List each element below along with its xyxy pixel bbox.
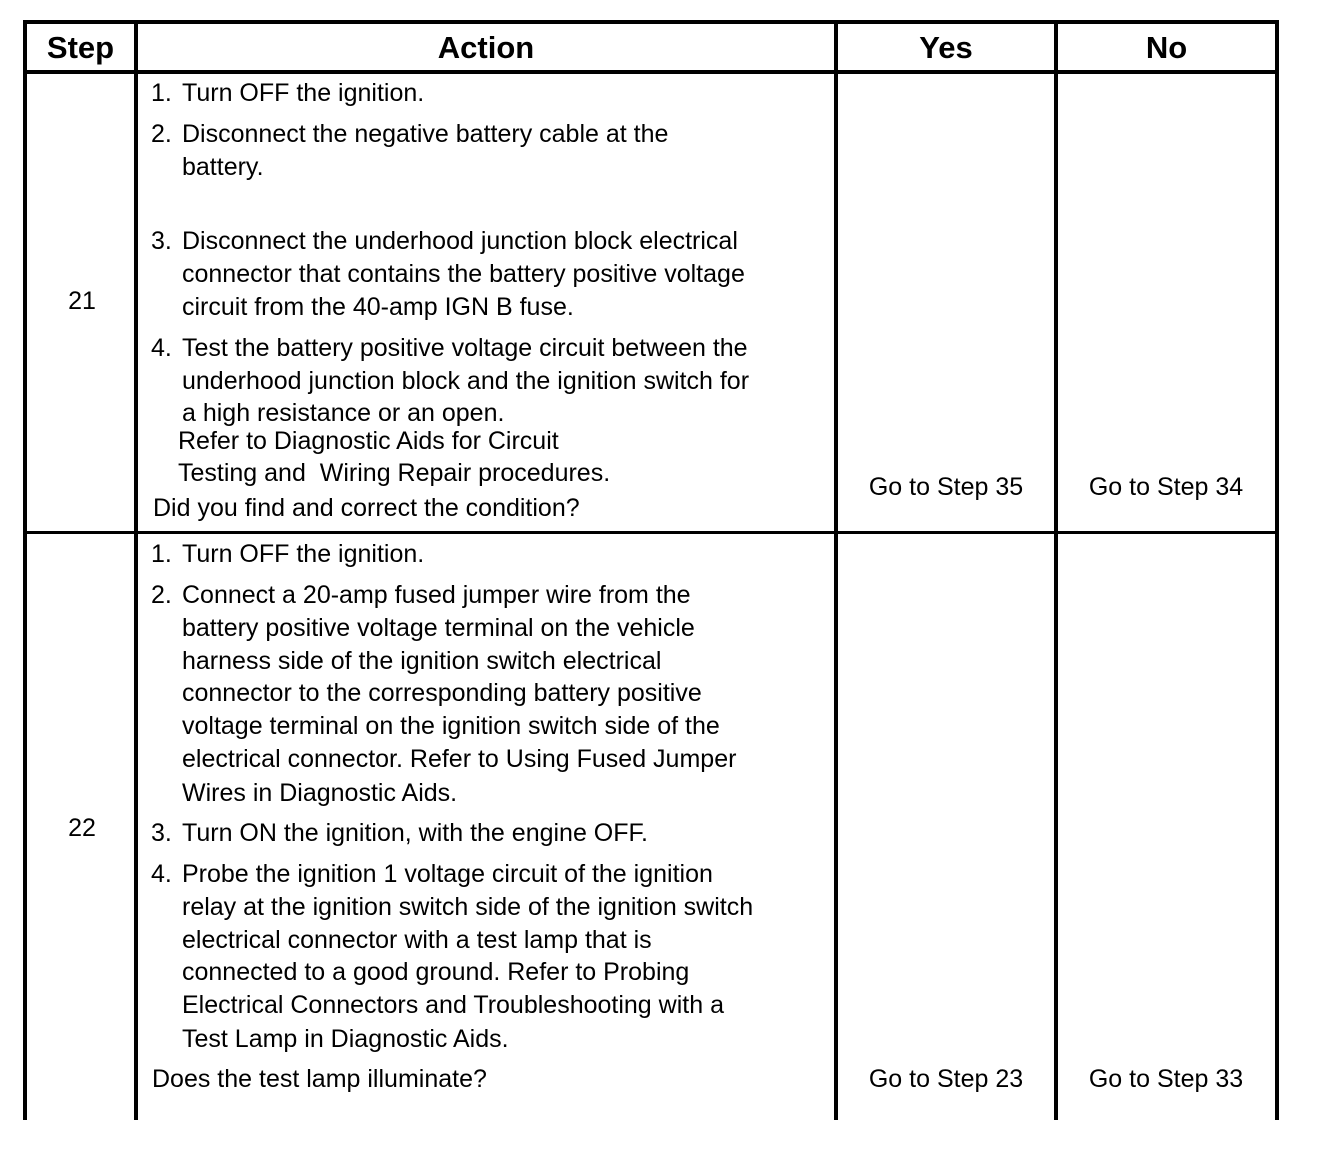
step-number-21: 21	[68, 287, 96, 315]
table-left-border	[23, 20, 27, 1120]
note-text: Refer to Diagnostic Aids for Circuit	[178, 427, 559, 455]
column-divider-yes	[1054, 20, 1058, 1120]
item-number: 2.	[151, 120, 172, 148]
item-text: Turn ON the ignition, with the engine OFF.	[182, 819, 648, 847]
item-text: Connect a 20-amp fused jumper wire from the	[182, 581, 691, 609]
column-divider-action	[834, 20, 838, 1120]
item-text: Test the battery positive voltage circuit between the	[182, 334, 748, 362]
item-text: connected to a good ground. Refer to Probing	[182, 958, 690, 986]
item-number: 2.	[151, 581, 172, 609]
item-text: Disconnect the negative battery cable at the	[182, 120, 669, 148]
item-text: Electrical Connectors and Troubleshooting with a	[182, 991, 724, 1019]
item-text: Disconnect the underhood junction block electrical	[182, 227, 738, 255]
item-text: relay at the ignition switch side of the ignition switch	[182, 893, 754, 921]
item-text: harness side of the ignition switch electrical	[182, 647, 662, 675]
item-text: a high resistance or an open.	[182, 399, 505, 427]
item-number: 3.	[151, 227, 172, 255]
item-text: electrical connector with a test lamp that is	[182, 926, 652, 954]
yes-result-21: Go to Step 35	[868, 473, 1024, 501]
item-text: connector that contains the battery positive voltage	[182, 260, 745, 288]
item-text: Test Lamp in Diagnostic Aids.	[182, 1025, 509, 1053]
table-right-border	[1275, 20, 1279, 1120]
header-yes: Yes	[919, 29, 973, 65]
header-no: No	[1145, 29, 1188, 65]
item-number: 3.	[151, 819, 172, 847]
no-result-21: Go to Step 34	[1088, 473, 1244, 501]
item-text: electrical connector. Refer to Using Fused Jumper	[182, 745, 737, 773]
item-number: 1.	[151, 540, 172, 568]
item-text: battery positive voltage terminal on the vehicle	[182, 614, 695, 642]
note-text: Testing and Wiring Repair procedures.	[178, 459, 611, 487]
yes-result-22: Go to Step 23	[868, 1065, 1024, 1093]
item-number: 4.	[151, 334, 172, 362]
header-action: Action	[437, 29, 535, 65]
no-result-22: Go to Step 33	[1088, 1065, 1244, 1093]
item-text: Turn OFF the ignition.	[182, 79, 425, 107]
row-divider	[23, 531, 1279, 534]
column-divider-step	[134, 20, 138, 1120]
header-step: Step	[46, 29, 115, 65]
item-text: Turn OFF the ignition.	[182, 540, 425, 568]
item-text: battery.	[182, 153, 264, 181]
step-number-22: 22	[68, 814, 96, 842]
item-text: voltage terminal on the ignition switch side of the	[182, 712, 720, 740]
question-text: Does the test lamp illuminate?	[152, 1065, 487, 1093]
item-number: 1.	[151, 79, 172, 107]
item-number: 4.	[151, 860, 172, 888]
item-text: Probe the ignition 1 voltage circuit of the ignition	[182, 860, 713, 888]
item-text: connector to the corresponding battery positive	[182, 679, 702, 707]
item-text: underhood junction block and the ignition switch for	[182, 367, 750, 395]
item-text: circuit from the 40-amp IGN B fuse.	[182, 293, 574, 321]
item-text: Wires in Diagnostic Aids.	[182, 779, 458, 807]
question-text: Did you find and correct the condition?	[153, 494, 580, 522]
